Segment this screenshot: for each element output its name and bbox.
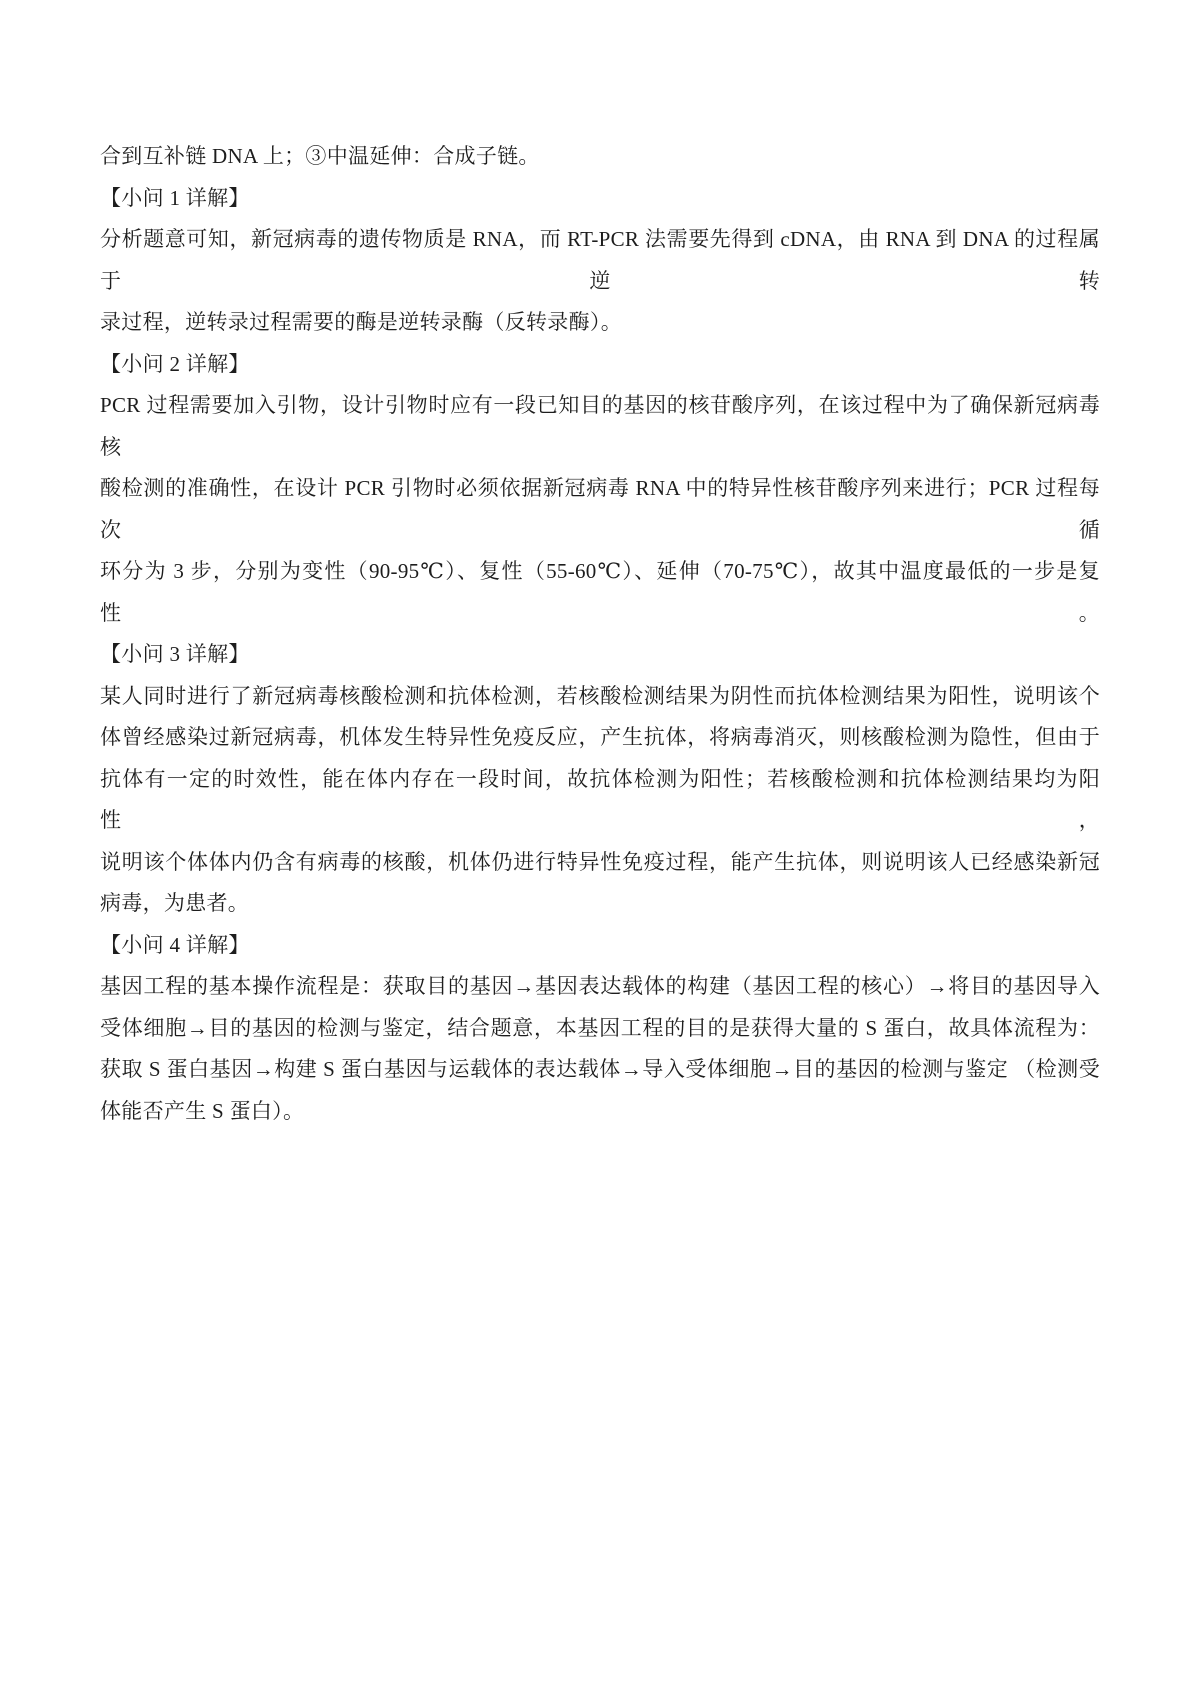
text-line: PCR 过程需要加入引物，设计引物时应有一段已知目的基因的核苷酸序列，在该过程中为了确保新冠病毒核 bbox=[100, 393, 1100, 459]
text-line: 环分为 3 步，分别为变性（90-95℃）、复性（55-60℃）、延伸（70-75℃），故其中温度最低的一步是复性。 bbox=[100, 559, 1100, 625]
text-line: 说明该个体体内仍含有病毒的核酸，机体仍进行特异性免疫过程，能产生抗体，则说明该人已经感染新冠 bbox=[100, 849, 1100, 874]
text-line: 抗体有一定的时效性，能在体内存在一段时间，故抗体检测为阳性；若核酸检测和抗体检测结果均为阳性， bbox=[100, 766, 1100, 832]
text-line: 病毒，为患者。 bbox=[100, 891, 250, 915]
text-line: 体曾经感染过新冠病毒，机体发生特异性免疫反应，产生抗体，将病毒消灭，则核酸检测为隐性，但由于 bbox=[100, 725, 1100, 749]
text-line: 酸检测的准确性，在设计 PCR 引物时必须依据新冠病毒 RNA 中的特异性核苷酸序列来进行；PCR 过程每次循 bbox=[100, 476, 1100, 542]
section-heading: 【小问 3 详解】 bbox=[100, 642, 250, 666]
text-line: 分析题意可知，新冠病毒的遗传物质是 RNA，而 RT-PCR 法需要先得到 cDNA，由 RNA 到 DNA 的过程属于逆转 bbox=[100, 227, 1100, 293]
text-line: 录过程，逆转录过程需要的酶是逆转录酶（反转录酶）。 bbox=[100, 310, 622, 334]
text-line: 合到互补链 DNA 上；③中温延伸：合成子链。 bbox=[100, 144, 540, 168]
section-heading: 【小问 1 详解】 bbox=[100, 185, 250, 210]
text-line: 某人同时进行了新冠病毒核酸检测和抗体检测，若核酸检测结果为阴性而抗体检测结果为阳性，说明该个 bbox=[100, 683, 1100, 708]
text-line: 获取 S 蛋白基因→构建 S 蛋白基因与运载体的表达载体→导入受体细胞→目的基因的检测与鉴定 （检测受 bbox=[100, 1057, 1100, 1081]
section-heading: 【小问 4 详解】 bbox=[100, 932, 250, 957]
text-line: 受体细胞→目的基因的检测与鉴定，结合题意，本基因工程的目的是获得大量的 S 蛋白，故具体流程为： bbox=[100, 1015, 1100, 1040]
text-line: 基因工程的基本操作流程是：获取目的基因→基因表达载体的构建（基因工程的核心）→将目的基因导入 bbox=[100, 974, 1100, 998]
section-heading: 【小问 2 详解】 bbox=[100, 351, 250, 376]
text-line: 体能否产生 S 蛋白）。 bbox=[100, 1098, 305, 1123]
